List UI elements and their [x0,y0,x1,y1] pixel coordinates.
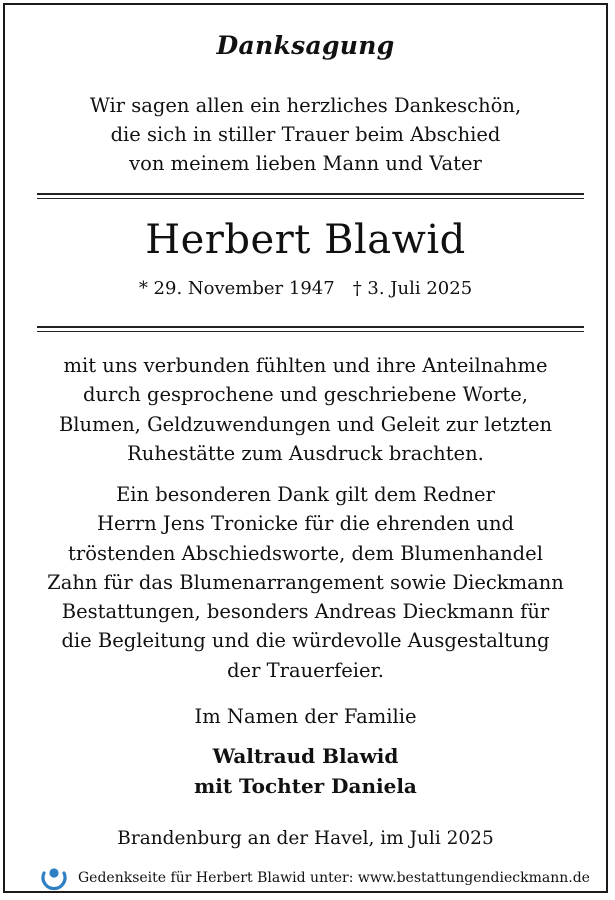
paragraph-line: der Trauerfeier. [227,658,384,682]
death-date: † 3. Juli 2025 [352,278,473,299]
divider-top [37,193,584,199]
paragraph-line: tröstenden Abschiedsworte, dem Blumenhandel [68,541,543,565]
paragraph-line: Bestattungen, besonders Andreas Dieckmann für [61,600,550,624]
paragraph-line: Ruhestätte zum Ausdruck brachten. [127,441,484,465]
signer-name: Waltraud Blawid [212,744,399,768]
divider-bottom [37,326,584,332]
intro-line: die sich in stiller Trauer beim Abschied [110,123,501,146]
heading: Danksagung [216,31,395,60]
paragraph-line: Zahn für das Blumenarrangement sowie Dieckmann [47,570,564,594]
paragraph-line: die Begleitung und die würdevolle Ausgestaltung [61,629,550,653]
closing-line: Im Namen der Familie [194,705,417,728]
birth-date: * 29. November 1947 [138,278,335,299]
paragraph-line: Ein besonderen Dank gilt dem Redner [116,483,495,506]
thanks-paragraph-1 [5,351,606,468]
life-dates [5,278,606,299]
paragraph-line: durch gesprochene und geschriebene Worte, [82,383,528,407]
paragraph-line: Herrn Jens Tronicke für die ehrenden und [96,512,515,536]
obituary-card [3,3,608,893]
intro-line: Wir sagen allen ein herzliches Dankeschön, [89,94,522,117]
memorial-page-link[interactable]: Gedenkseite für Herbert Blawid unter: www.bestattungendieckmann.de [78,870,590,886]
signers [5,741,606,801]
paragraph-line: Blumen, Geldzuwendungen und Geleit zur letzten [58,412,553,436]
paragraph-line: mit uns verbunden fühlten und ihre Anteilnahme [63,354,548,377]
place-date: Brandenburg an der Havel, im Juli 2025 [117,828,494,849]
thanks-paragraph-2 [5,480,606,685]
signer-name: mit Tochter Daniela [194,774,417,798]
footer [40,864,590,892]
intro-text [5,91,606,178]
deceased-name: Herbert Blawid [145,217,466,263]
bestattungen-dieckmann-logo-icon [40,864,68,892]
intro-line: von meinem lieben Mann und Vater [129,152,482,175]
